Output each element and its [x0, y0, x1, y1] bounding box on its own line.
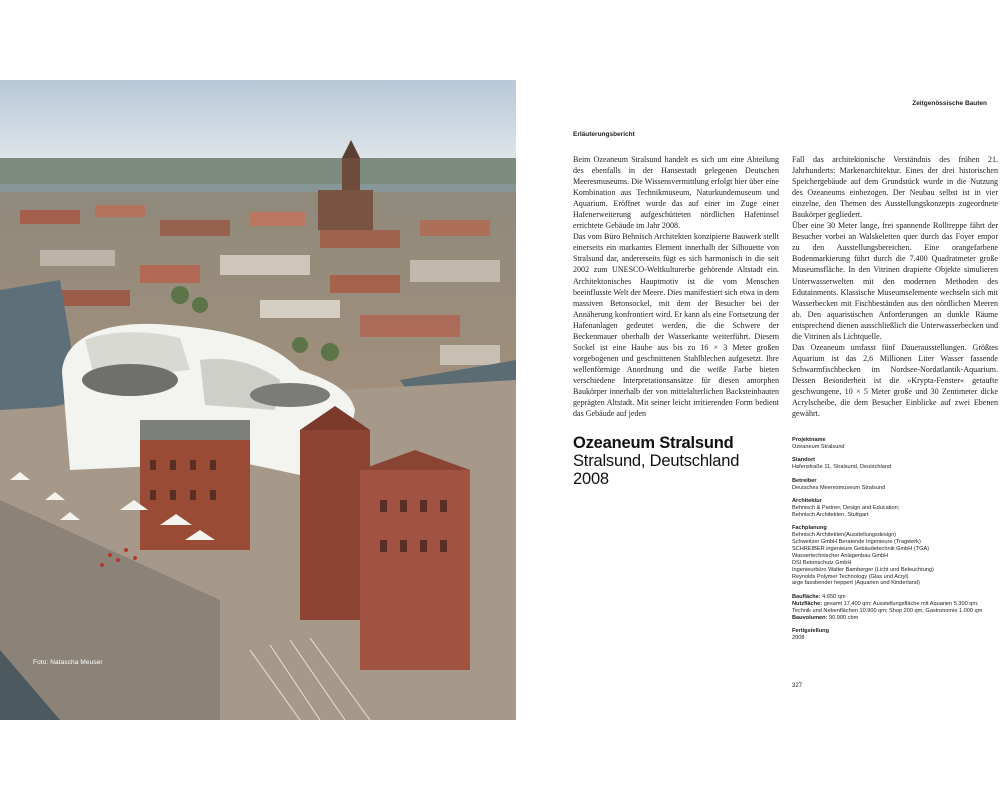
body-paragraph: Beim Ozeaneum Stralsund handelt es sich um eine Abteilung des ebenfalls in der Hansestadt gelegenen Deutschen Meeresmuseums. Die Wissensvermittlung erfolgt hier über eine Kombination aus Technikmuseum, Naturkundemuseum und Aquarium. Eröffnet wurde das auf einer im Zuge einer Hafenerweiterung aufgeschütteten nördlichen Hafeninsel errichtete Gebäude im Jahr 2008. — [573, 155, 779, 231]
fact-value: Deutsches Meeresmuseum Stralsund — [792, 484, 886, 491]
fact-label: Fachplanung — [792, 525, 827, 532]
fact-fertigstellung — [792, 628, 997, 642]
fact-flaechen — [792, 594, 997, 622]
page-number: 327 — [792, 683, 803, 689]
fact-nutzfl — [792, 601, 997, 608]
project-title-block — [573, 434, 773, 488]
body-column-right — [792, 154, 998, 419]
fact-betreiber — [792, 478, 997, 492]
project-year: 2008 — [573, 470, 609, 488]
fact-value: SCHREIBER ingenieure Gebäudetechnik GmbH (TGA) — [792, 545, 930, 552]
fact-architektur — [792, 498, 997, 519]
fact-label: Standort — [792, 457, 815, 464]
body-paragraph: Fall das architektonische Verständnis des frühen 21. Jahrhunderts: Markenarchitektur. Eines der drei historischen Speichergebäude auf dem Grundstück wurde in die Nutzung des Ozeaneums einbezogen. Der Neubau selbst ist in vier einzelne, den Themen des Ausstellungskonzepts zugeordnete Baukörper gegliedert. — [792, 155, 998, 220]
fact-value: Hafenstraße 11, Stralsund, Deutschland — [792, 464, 892, 471]
section-header: Zeitgenössische Bauten — [912, 100, 987, 107]
aerial-photo — [0, 80, 516, 720]
fact-label: Betreiber — [792, 477, 817, 484]
fact-fachplanung — [792, 525, 997, 587]
fact-bauvol — [792, 615, 997, 622]
photo-credit: Foto: Natascha Meuser — [33, 659, 103, 666]
fact-label: Fertigstellung — [792, 627, 829, 634]
fact-label: Bauvolumen: — [792, 614, 828, 621]
fact-label: Nutzfläche: — [792, 600, 823, 607]
fact-value: Wassertechnischer Anlagenbau GmbH — [792, 552, 889, 559]
fact-value: gesamt 17.400 qm; Ausstellungsfläche mit Aquarien 5.300 qm; — [823, 600, 979, 607]
fact-value: 4.650 qm — [822, 593, 846, 600]
fact-label: Baufläche: — [792, 593, 821, 600]
fact-value: 90.900 cbm — [829, 614, 859, 621]
fact-value: Behnisch Architekten(Ausstellungsdesign) — [792, 532, 897, 539]
project-facts — [792, 437, 997, 648]
fact-label: Architektur — [792, 497, 822, 504]
fact-value: 2008 — [792, 634, 805, 641]
aerial-photo-illustration — [0, 80, 516, 720]
fact-value: Ozeaneum Stralsund — [792, 443, 845, 450]
body-paragraph: Das vom Büro Behnisch Architekten konzipierte Bauwerk stellt einerseits ein markantes Element innerhalb der Silhouette von Stralsund dar, andererseits fügt es sich harmonisch in die seit 2002 zum UNESCO-Weltkulturerbe gehörende Altstadt ein. Architektonisches Hauptmotiv ist die vom Menschen beeinflusste Welt der Meere. Dies manifestiert sich etwa in dem massiven Betonsockel, mit dem der Besucher bei der Annäherung konfrontiert wird. Er kann als eine Fortsetzung der Hafenanlagen gedeutet werden, die die Schwere der Beckenmauer oberhalb der Wasserkante weiterführt. Diesem Sockel ist eine Haube aus bis zu 16 × 3 Meter großen vorgebogenen und geschnittenen Stahlblechen aufgesetzt. Ihre wellenförmige Anordnung und die weiße Farbe bieten verschiedene Interpretationsansätze für diesen amorphen Baukörper innerhalb der von mittelalterlichen Backsteinbauten geprägten Altstadt. Mit seiner leicht irritierenden Form bedient das Gebäude auf jeden — [573, 232, 779, 419]
report-subhead: Erläuterungsbericht — [573, 131, 635, 138]
project-location: Stralsund, Deutschland — [573, 452, 740, 470]
body-paragraph: Über eine 30 Meter lange, frei spannende Rolltreppe fährt der Besucher vorbei an Walskeletten quer durch das Foyer empor zu den Ausstellungsbereichen. Eine orangefarbene Bodenmarkierung führt durch die 7.400 Quadratmeter große Museumsfläche. In den Vitrinen drapierte Objekte simulieren Unterwasserwelten mit den modernen Methoden des Edutainments. Klassische Museumselemente wechseln sich mit Wasserbecken mit Fischbeständen aus den nördlichen Meeren ab. Den aquaristischen Anforderungen an dunkle Räume entsprechend dienen ausschließlich die Unterwasserbecken und die Vitrinen als Lichtquelle. — [792, 221, 998, 341]
fact-value: Behnisch & Partner, Design and Education; — [792, 504, 900, 511]
project-title: Ozeaneum Stralsund — [573, 434, 734, 452]
fact-standort — [792, 457, 997, 471]
fact-value: Schweitzer GmbH Beratende Ingenieure (Tragwerk) — [792, 538, 921, 545]
fact-value: Reynolds Polymer Technology (Glas und Acryl) — [792, 573, 909, 580]
body-paragraph: Das Ozeaneum umfasst fünf Dauerausstellungen. Größtes Aquarium ist das 2,6 Millionen Liter Wasser fassende Schwarmfischbecken im Nordsee-Nordatlantik-Aquarium. Dessen Besonderheit ist die »Krypta-Fenster« getaufte geschwungene, 10 × 5 Meter große und 30 Zentimeter dicke Acrylscheibe, die dem Besucher Einblicke auf zwei Ebenen gewährt. — [792, 342, 998, 419]
fact-label: Projektname — [792, 437, 826, 443]
fact-projektname — [792, 437, 997, 451]
fact-value: Behnisch Architekten, Stuttgart — [792, 511, 869, 518]
fact-value: Technik und Nebenflächen 10.900 qm; Shop 200 qm; Gastronomie 1.000 qm — [792, 607, 983, 614]
fact-baufl — [792, 594, 997, 601]
body-column-left — [573, 154, 779, 419]
fact-value: DSI Betonschutz GmbH — [792, 559, 852, 566]
fact-value: arge fassbender heppert (Aquarien und Kinderland) — [792, 580, 920, 587]
fact-value: Ingenieurbüro Walter Bamberger (Licht und Beleuchtung) — [792, 566, 934, 573]
